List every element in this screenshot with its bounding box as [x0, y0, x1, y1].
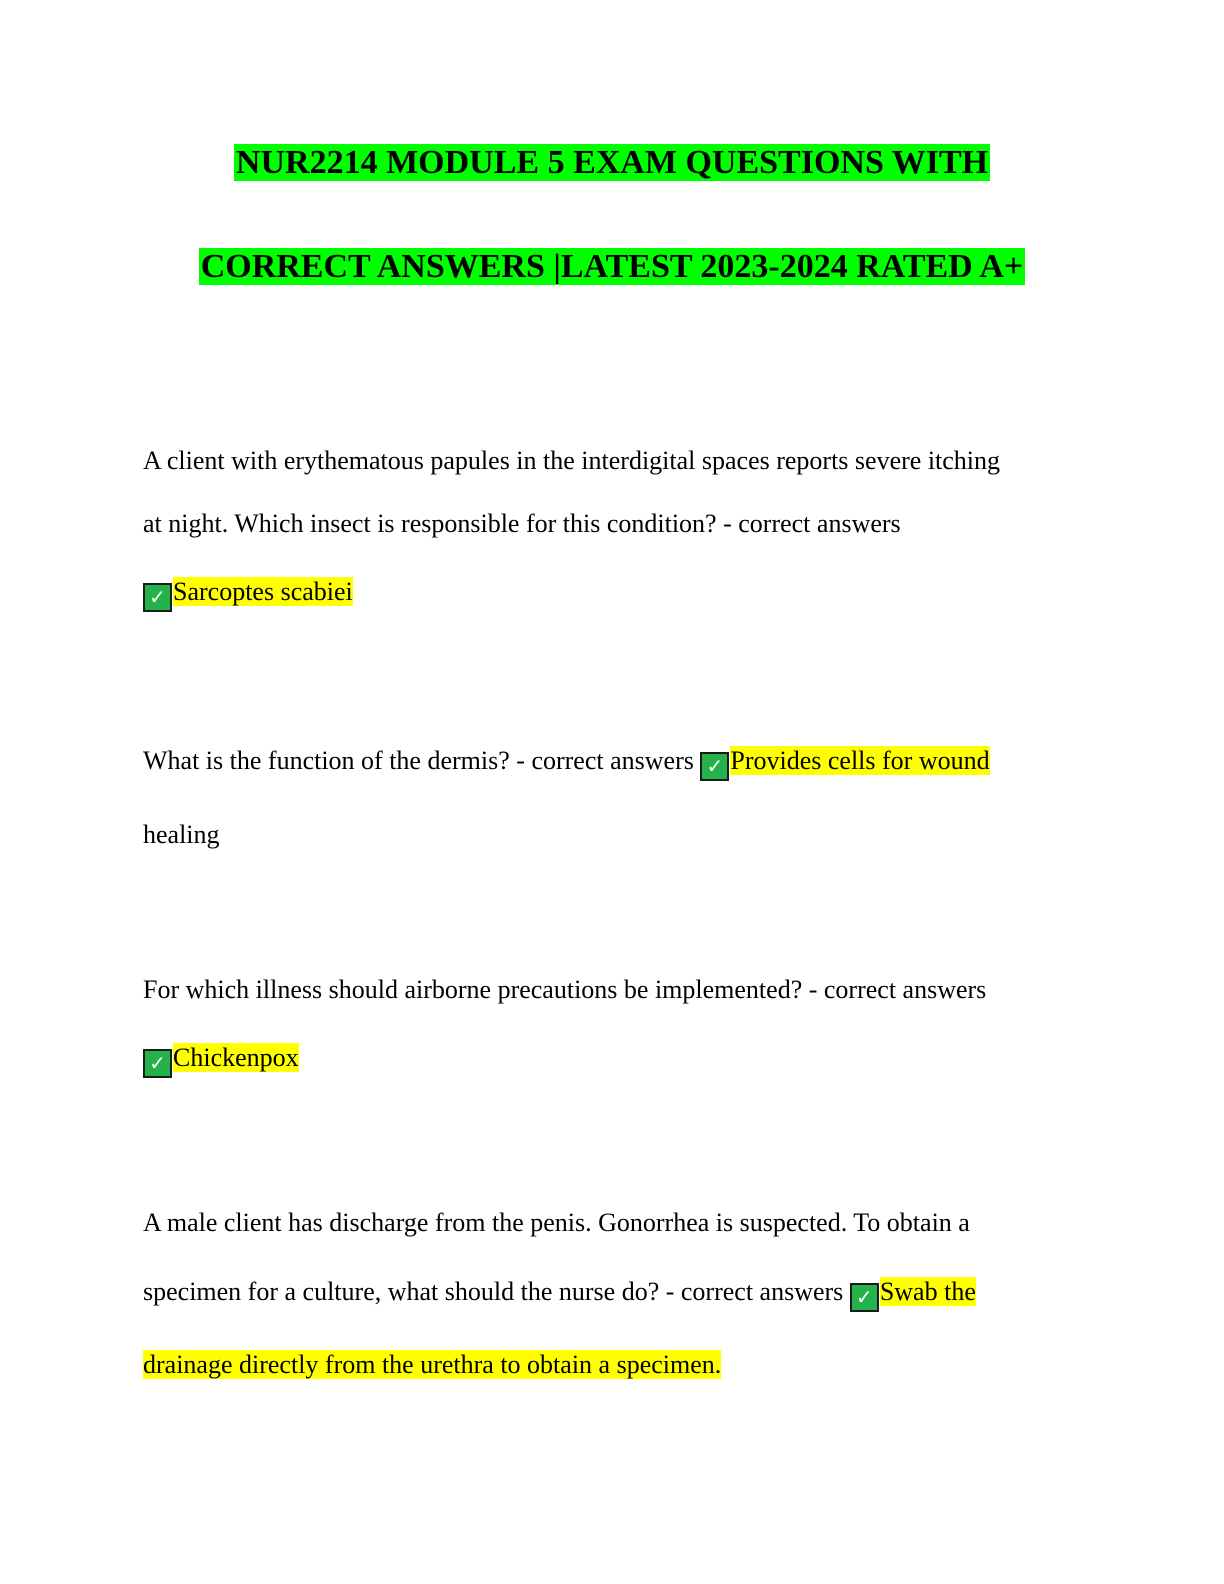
question-block-3 — [143, 973, 1073, 1078]
check-mark-icon: ✓ — [700, 752, 729, 781]
answer-line — [143, 1041, 1073, 1078]
question-line — [143, 744, 1073, 781]
answer-text: Sarcoptes scabiei — [173, 577, 353, 606]
answer-line-continued — [143, 1348, 1073, 1381]
question-block-1 — [143, 444, 1073, 612]
question-text: For which illness should airborne precautions be implemented? - correct answers — [143, 975, 987, 1004]
question-text: at night. Which insect is responsible for this condition? - correct answers — [143, 509, 901, 538]
answer-text: Swab the — [879, 1277, 976, 1306]
question-line — [143, 1275, 1073, 1312]
answer-text-continued: drainage directly from the urethra to obtain a specimen. — [143, 1350, 722, 1379]
question-block-2 — [143, 744, 1073, 851]
answer-text-continued: healing — [143, 820, 220, 849]
document-title-text-1: NUR2214 MODULE 5 EXAM QUESTIONS WITH — [235, 144, 989, 181]
question-text: A client with erythematous papules in the interdigital spaces reports severe itching — [143, 446, 1001, 475]
answer-text: Provides cells for wound — [730, 746, 990, 775]
answer-line — [143, 575, 1073, 612]
document-title-line-2 — [0, 247, 1224, 287]
question-text: specimen for a culture, what should the nurse do? - correct answers — [143, 1277, 844, 1306]
check-mark-icon: ✓ — [850, 1283, 879, 1312]
document-title-line-1 — [0, 143, 1224, 183]
question-block-4 — [143, 1206, 1073, 1381]
question-text: What is the function of the dermis? - correct answers — [143, 746, 694, 775]
question-text: A male client has discharge from the penis. Gonorrhea is suspected. To obtain a — [143, 1208, 970, 1237]
answer-text: Chickenpox — [173, 1043, 299, 1072]
check-mark-icon: ✓ — [143, 1049, 172, 1078]
check-mark-icon: ✓ — [143, 583, 172, 612]
document-title-text-2: CORRECT ANSWERS |LATEST 2023-2024 RATED A+ — [200, 248, 1024, 285]
